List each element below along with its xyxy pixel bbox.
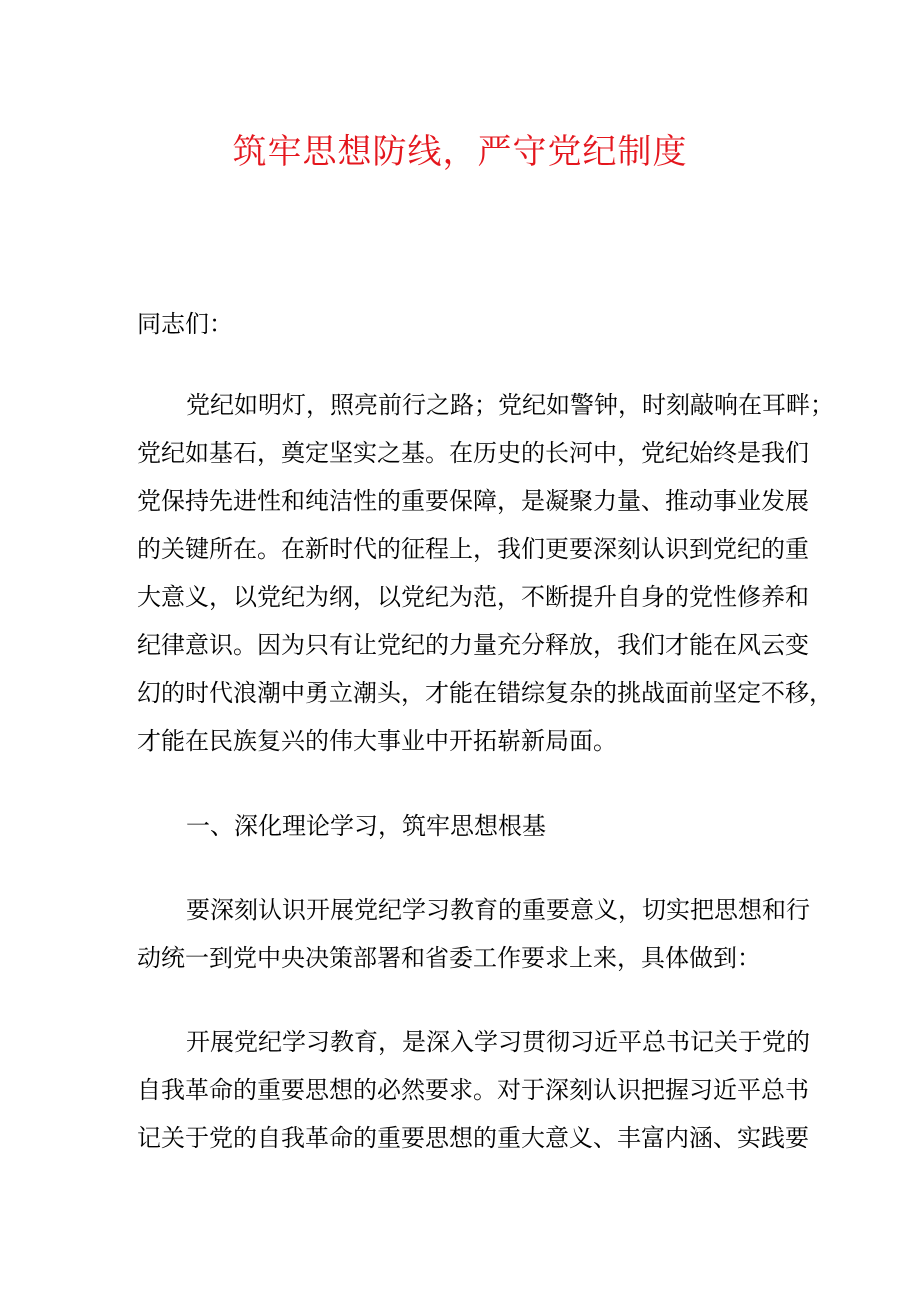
document-title: 筑牢思想防线，严守党纪制度 xyxy=(232,132,688,172)
intro-line-3: 党保持先进性和纯洁性的重要保障，是凝聚力量、推动事业发展 xyxy=(137,487,809,515)
intro-line-7: 幻的时代浪潮中勇立潮头，才能在错综复杂的挑战面前坚定不移， xyxy=(137,679,833,707)
intro-line-2: 党纪如基石，奠定坚实之基。在历史的长河中，党纪始终是我们 xyxy=(137,439,809,467)
salutation: 同志们： xyxy=(137,310,233,338)
para-2-line-1: 要深刻认识开展党纪学习教育的重要意义，切实把思想和行 xyxy=(186,896,810,924)
intro-line-5: 大意义，以党纪为纲，以党纪为范，不断提升自身的党性修养和 xyxy=(137,583,809,611)
intro-line-4: 的关键所在。在新时代的征程上，我们更要深刻认识到党纪的重 xyxy=(137,535,809,563)
section-heading-1: 一、深化理论学习，筑牢思想根基 xyxy=(186,812,546,840)
para-3-line-3: 记关于党的自我革命的重要思想的重大意义、丰富内涵、实践要 xyxy=(137,1124,809,1152)
intro-line-6: 纪律意识。因为只有让党纪的力量充分释放，我们才能在风云变 xyxy=(137,631,809,659)
para-3-line-1: 开展党纪学习教育，是深入学习贯彻习近平总书记关于党的 xyxy=(186,1028,810,1056)
para-2-line-2: 动统一到党中央决策部署和省委工作要求上来，具体做到： xyxy=(137,944,761,972)
intro-line-1: 党纪如明灯，照亮前行之路；党纪如警钟，时刻敲响在耳畔； xyxy=(186,391,834,419)
intro-line-8: 才能在民族复兴的伟大事业中开拓崭新局面。 xyxy=(137,727,617,755)
para-3-line-2: 自我革命的重要思想的必然要求。对于深刻认识把握习近平总书 xyxy=(137,1076,809,1104)
